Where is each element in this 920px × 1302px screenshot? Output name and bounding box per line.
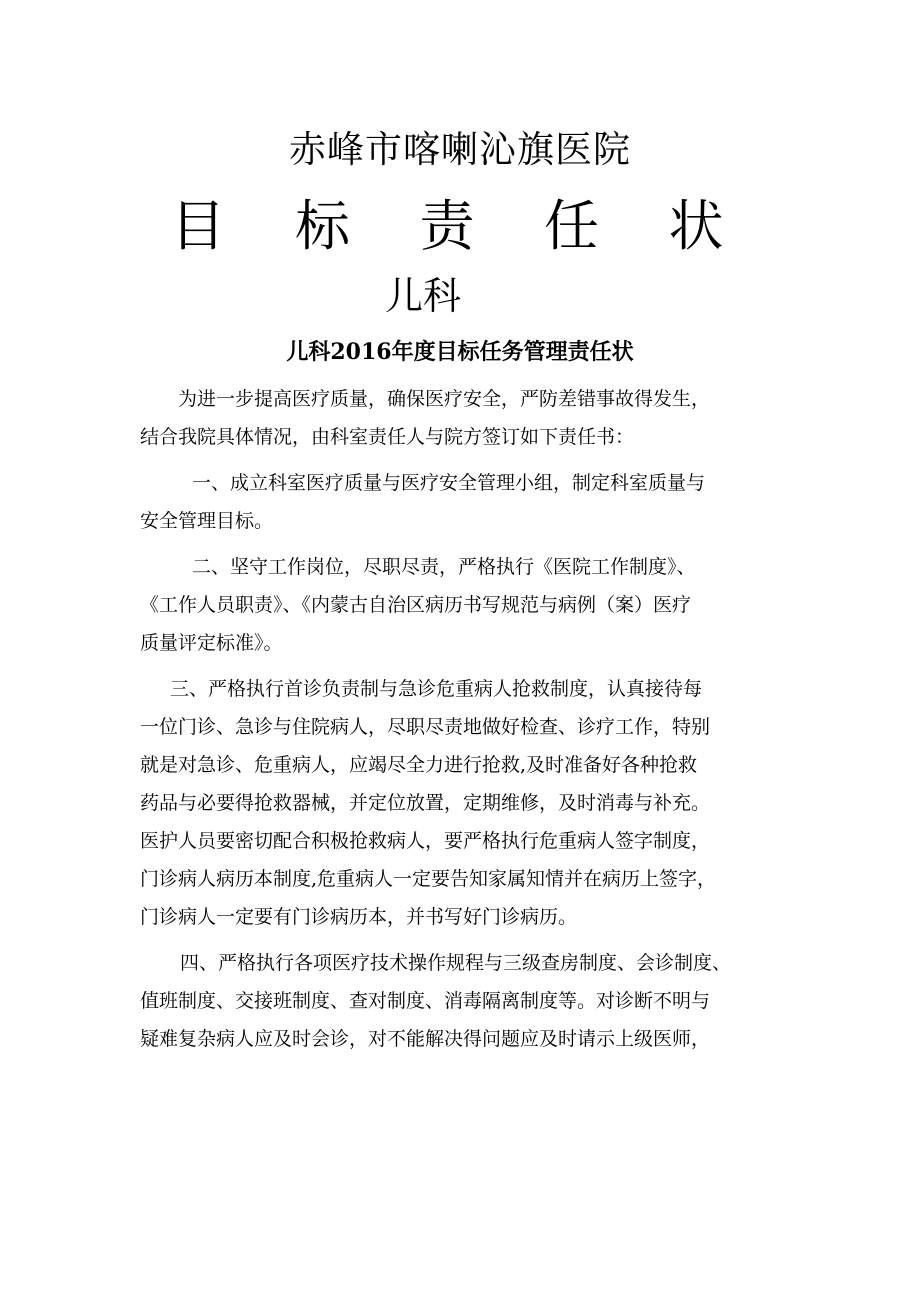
document-title: 目 标 责 任 状 (170, 194, 750, 258)
paragraph-item-4 (140, 944, 820, 1058)
paragraph-intro (140, 380, 820, 456)
paragraph-line: 为进一步提高医疗质量，确保医疗安全，严防差错事故得发生， (178, 388, 711, 410)
paragraph-line: 门诊病人病历本制度,危重病人一定要告知家属知情并在病历上签字， (140, 868, 717, 890)
paragraph-line: 值班制度、交接班制度、查对制度、消毒隔离制度等。对诊断不明与 (140, 990, 711, 1012)
paragraph-line: 结合我院具体情况，由科室责任人与院方签订如下责任书： (140, 426, 635, 448)
paragraph-line: 二、坚守工作岗位，尽职尽责，严格执行《医院工作制度》、 (192, 556, 696, 578)
paragraph-line: 就是对急诊、危重病人，应竭尽全力进行抢救,及时准备好各种抢救 (140, 754, 698, 776)
paragraph-line: 质量评定标准》。 (140, 632, 283, 654)
paragraph-line: 医护人员要密切配合积极抢救病人，要严格执行危重病人签字制度， (140, 830, 711, 852)
paragraph-line: 安全管理目标。 (140, 510, 274, 532)
paragraph-item-3 (140, 670, 820, 936)
paragraph-line: 三、严格执行首诊负责制与急诊危重病人抢救制度，认真接待每 (170, 678, 703, 700)
hospital-name: 赤峰市喀喇沁旗医院 (289, 128, 631, 171)
paragraph-line: 《工作人员职责》、《内蒙古自治区病历书写规范与病例（案）医疗 (140, 594, 692, 616)
document-body (140, 380, 820, 1058)
paragraph-line: 门诊病人一定要有门诊病历本，并书写好门诊病历。 (140, 906, 578, 928)
paragraph-line: 四、严格执行各项医疗技术操作规程与三级查房制度、会诊制度、 (180, 952, 732, 974)
paragraph-line: 疑难复杂病人应及时会诊，对不能解决得问题应及时请示上级医师， (140, 1028, 711, 1050)
paragraph-item-2 (140, 548, 820, 662)
document-subtitle: 儿科2016年度目标任务管理责任状 (286, 339, 634, 365)
department-name: 儿科 (385, 274, 462, 318)
paragraph-line: 一位门诊、急诊与住院病人，尽职尽责地做好检查、诊疗工作，特别 (140, 716, 711, 738)
paragraph-line: 一、成立科室医疗质量与医疗安全管理小组，制定科室质量与 (192, 472, 706, 494)
paragraph-line: 药品与必要得抢救器械，并定位放置，定期维修，及时消毒与补充。 (140, 792, 711, 814)
paragraph-item-1 (140, 464, 820, 540)
